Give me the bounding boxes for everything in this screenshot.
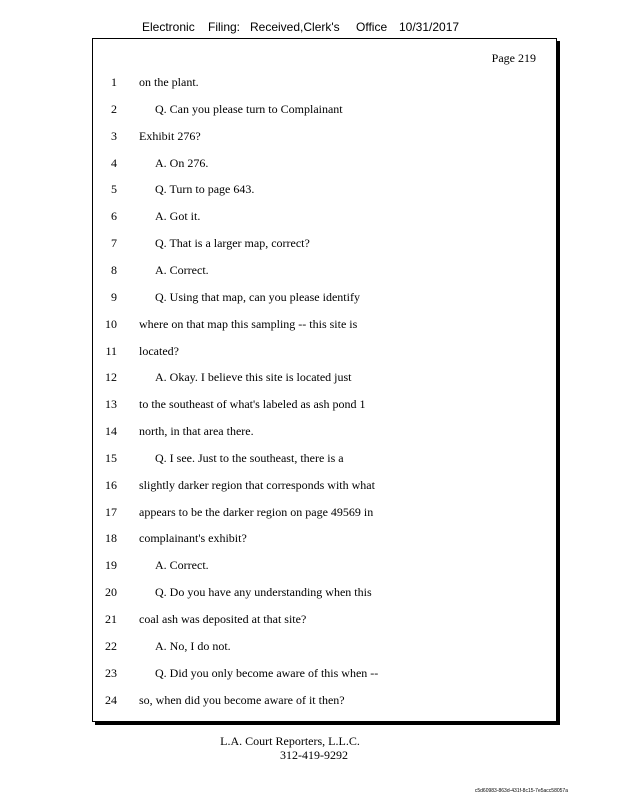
- transcript-line: [93, 126, 556, 146]
- line-number: 11: [105, 343, 117, 358]
- line-text: Q. Do you have any understanding when this: [155, 585, 372, 600]
- line-text: Exhibit 276?: [139, 128, 201, 143]
- line-text: A. No, I do not.: [155, 638, 231, 653]
- line-number: 16: [105, 477, 117, 492]
- line-text: Q. Did you only become aware of this when --: [155, 665, 379, 680]
- line-number: 21: [105, 612, 117, 626]
- line-text: complainant's exhibit?: [139, 531, 247, 546]
- line-text: A. On 276.: [155, 155, 209, 170]
- transcript-line: [93, 502, 556, 522]
- line-text: located?: [139, 343, 179, 358]
- line-text: Q. I see. Just to the southeast, there is a: [155, 450, 344, 465]
- line-text: coal ash was deposited at that site?: [139, 612, 307, 626]
- line-number: 12: [105, 370, 117, 385]
- line-number: 23: [105, 665, 117, 680]
- line-number: 3: [111, 128, 117, 143]
- filing-header-received: Received,Clerk's: [250, 20, 340, 34]
- line-text: A. Correct.: [155, 558, 209, 573]
- line-text: Q. That is a larger map, correct?: [155, 236, 310, 251]
- line-number: 8: [111, 262, 117, 277]
- transcript-line: [93, 260, 556, 280]
- transcript-line: [93, 153, 556, 173]
- transcript-line: [93, 179, 556, 199]
- transcript-page: [92, 38, 557, 722]
- line-number: 13: [105, 397, 117, 412]
- line-number: 20: [105, 585, 117, 600]
- line-number: 24: [105, 692, 117, 707]
- line-text: appears to be the darker region on page 49569 in: [139, 504, 374, 519]
- line-number: 10: [105, 316, 117, 331]
- line-text: where on that map this sampling -- this site is: [139, 316, 358, 331]
- transcript-line: [93, 421, 556, 441]
- line-number: 15: [105, 450, 117, 465]
- transcript-line: [93, 99, 556, 119]
- line-number: 17: [105, 504, 117, 519]
- line-number: 1: [111, 75, 117, 89]
- line-text: slightly darker region that corresponds with what: [139, 477, 375, 492]
- transcript-line: [93, 475, 556, 495]
- line-number: 14: [105, 424, 117, 439]
- line-text: A. Got it.: [155, 209, 201, 224]
- line-text: to the southeast of what's labeled as ash pond 1: [139, 397, 366, 412]
- line-number: 6: [111, 209, 117, 224]
- line-number: 9: [111, 289, 117, 304]
- footer-phone: 312-419-9292: [280, 748, 348, 762]
- transcript-line: [93, 206, 556, 226]
- transcript-line: [93, 609, 556, 629]
- transcript-line: [93, 341, 556, 361]
- filing-header-date: 10/31/2017: [399, 20, 460, 34]
- line-number: 4: [111, 155, 117, 170]
- transcript-line: [93, 636, 556, 656]
- transcript-line: [93, 72, 556, 92]
- line-number: 18: [105, 531, 117, 546]
- transcript-line: [93, 314, 556, 334]
- line-number: 22: [105, 638, 117, 653]
- line-text: A. Okay. I believe this site is located just: [155, 370, 352, 385]
- line-text: Q. Turn to page 643.: [155, 182, 255, 197]
- line-text: Q. Can you please turn to Complainant: [155, 101, 343, 116]
- filing-header-electronic: Electronic: [142, 20, 195, 34]
- footer: [0, 734, 580, 762]
- transcript-line: [93, 582, 556, 602]
- transcript-line: [93, 663, 556, 683]
- footer-company: L.A. Court Reporters, L.L.C.: [220, 734, 360, 748]
- line-text: north, in that area there.: [139, 424, 254, 439]
- filing-header-filing: Filing:: [208, 20, 241, 34]
- transcript-line: [93, 233, 556, 253]
- transcript-line: [93, 367, 556, 387]
- line-text: Q. Using that map, can you please identify: [155, 289, 360, 304]
- line-text: on the plant.: [139, 75, 199, 89]
- line-number: 2: [111, 101, 117, 116]
- transcript-line: [93, 287, 556, 307]
- line-number: 19: [105, 558, 117, 573]
- filing-header-office: Office: [356, 20, 388, 34]
- line-number: 5: [111, 182, 117, 197]
- line-number: 7: [111, 236, 117, 251]
- page-number: Page 219: [491, 51, 536, 65]
- transcript-line: [93, 555, 556, 575]
- line-text: so, when did you become aware of it then?: [139, 692, 345, 707]
- transcript-line: [93, 528, 556, 548]
- line-text: A. Correct.: [155, 262, 209, 277]
- transcript-line: [93, 394, 556, 414]
- document-hash: c5d60983-863d-431f-8c15-7e5acc58057a: [474, 788, 568, 794]
- transcript-line: [93, 690, 556, 710]
- transcript-line: [93, 448, 556, 468]
